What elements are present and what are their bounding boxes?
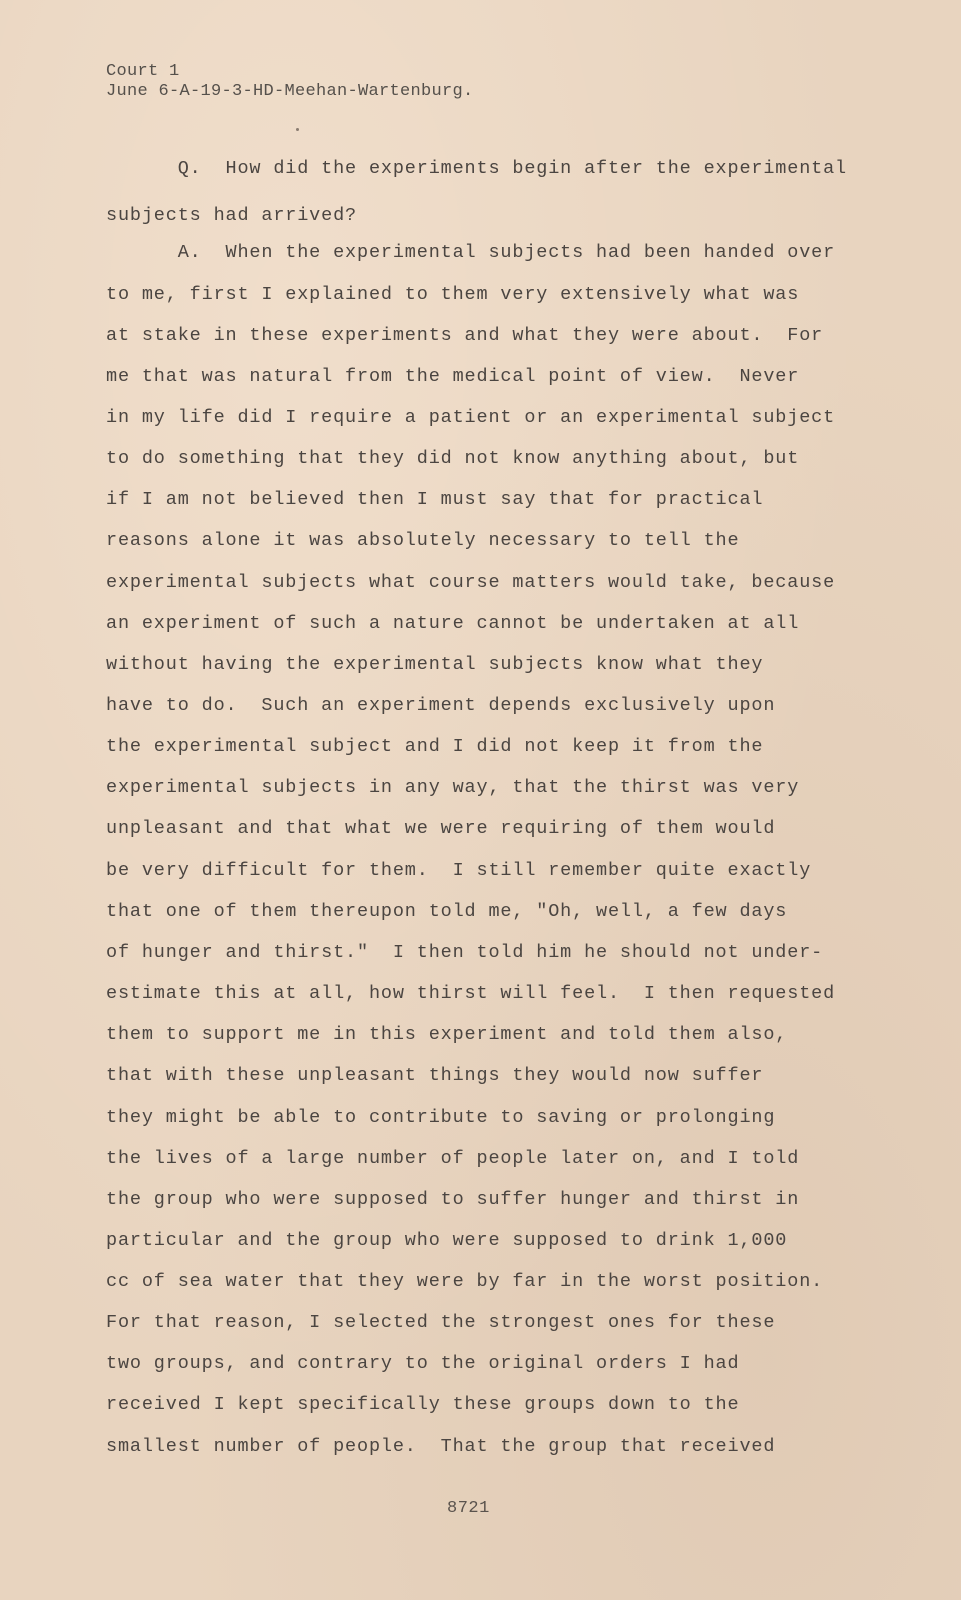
transcript-line: two groups, and contrary to the original orders I had	[106, 1353, 740, 1374]
transcript-line: that with these unpleasant things they would now suffer	[106, 1065, 764, 1086]
transcript-line: to me, first I explained to them very extensively what was	[106, 284, 800, 305]
transcript-line: reasons alone it was absolutely necessary to tell the	[106, 530, 740, 551]
transcript-line: cc of sea water that they were by far in the worst position.	[106, 1271, 824, 1292]
transcript-line: the group who were supposed to suffer hunger and thirst in	[106, 1189, 800, 1210]
transcript-line: that one of them thereupon told me, "Oh, well, a few days	[106, 901, 788, 922]
transcript-line: the experimental subject and I did not keep it from the	[106, 736, 764, 757]
transcript-line: be very difficult for them. I still remember quite exactly	[106, 860, 812, 881]
case-reference-line: June 6-A-19-3-HD-Meehan-Wartenburg.	[106, 82, 474, 101]
transcript-line: subjects had arrived?	[106, 205, 357, 226]
transcript-line: an experiment of such a nature cannot be undertaken at all	[106, 613, 800, 634]
transcript-line: unpleasant and that what we were requiring of them would	[106, 818, 776, 839]
transcript-line: of hunger and thirst." I then told him he should not under-	[106, 942, 824, 963]
transcript-line: Q. How did the experiments begin after the experimental	[106, 158, 848, 179]
transcript-line: smallest number of people. That the group that received	[106, 1436, 776, 1457]
transcript-line: in my life did I require a patient or an experimental subject	[106, 407, 836, 428]
transcript-line: estimate this at all, how thirst will feel. I then requested	[106, 983, 836, 1004]
transcript-line: they might be able to contribute to saving or prolonging	[106, 1107, 776, 1128]
transcript-line: them to support me in this experiment and told them also,	[106, 1024, 788, 1045]
court-line: Court 1	[106, 62, 180, 81]
transcript-line: to do something that they did not know anything about, but	[106, 448, 800, 469]
transcript-line: particular and the group who were supposed to drink 1,000	[106, 1230, 788, 1251]
transcript-line: A. When the experimental subjects had been handed over	[106, 242, 836, 263]
document-header	[106, 62, 474, 102]
transcript-line: For that reason, I selected the strongest ones for these	[106, 1312, 776, 1333]
transcript-line: received I kept specifically these groups down to the	[106, 1394, 740, 1415]
transcript-line: without having the experimental subjects know what they	[106, 654, 764, 675]
transcript-line: experimental subjects in any way, that the thirst was very	[106, 777, 800, 798]
page-number: 8721	[447, 1499, 490, 1518]
transcript-line: the lives of a large number of people later on, and I told	[106, 1148, 800, 1169]
transcript-line: have to do. Such an experiment depends exclusively upon	[106, 695, 776, 716]
transcript-line: at stake in these experiments and what they were about. For	[106, 325, 824, 346]
transcript-line: me that was natural from the medical point of view. Never	[106, 366, 800, 387]
transcript-line: experimental subjects what course matters would take, because	[106, 572, 836, 593]
ink-speck	[296, 128, 299, 131]
transcript-line: if I am not believed then I must say that for practical	[106, 489, 764, 510]
